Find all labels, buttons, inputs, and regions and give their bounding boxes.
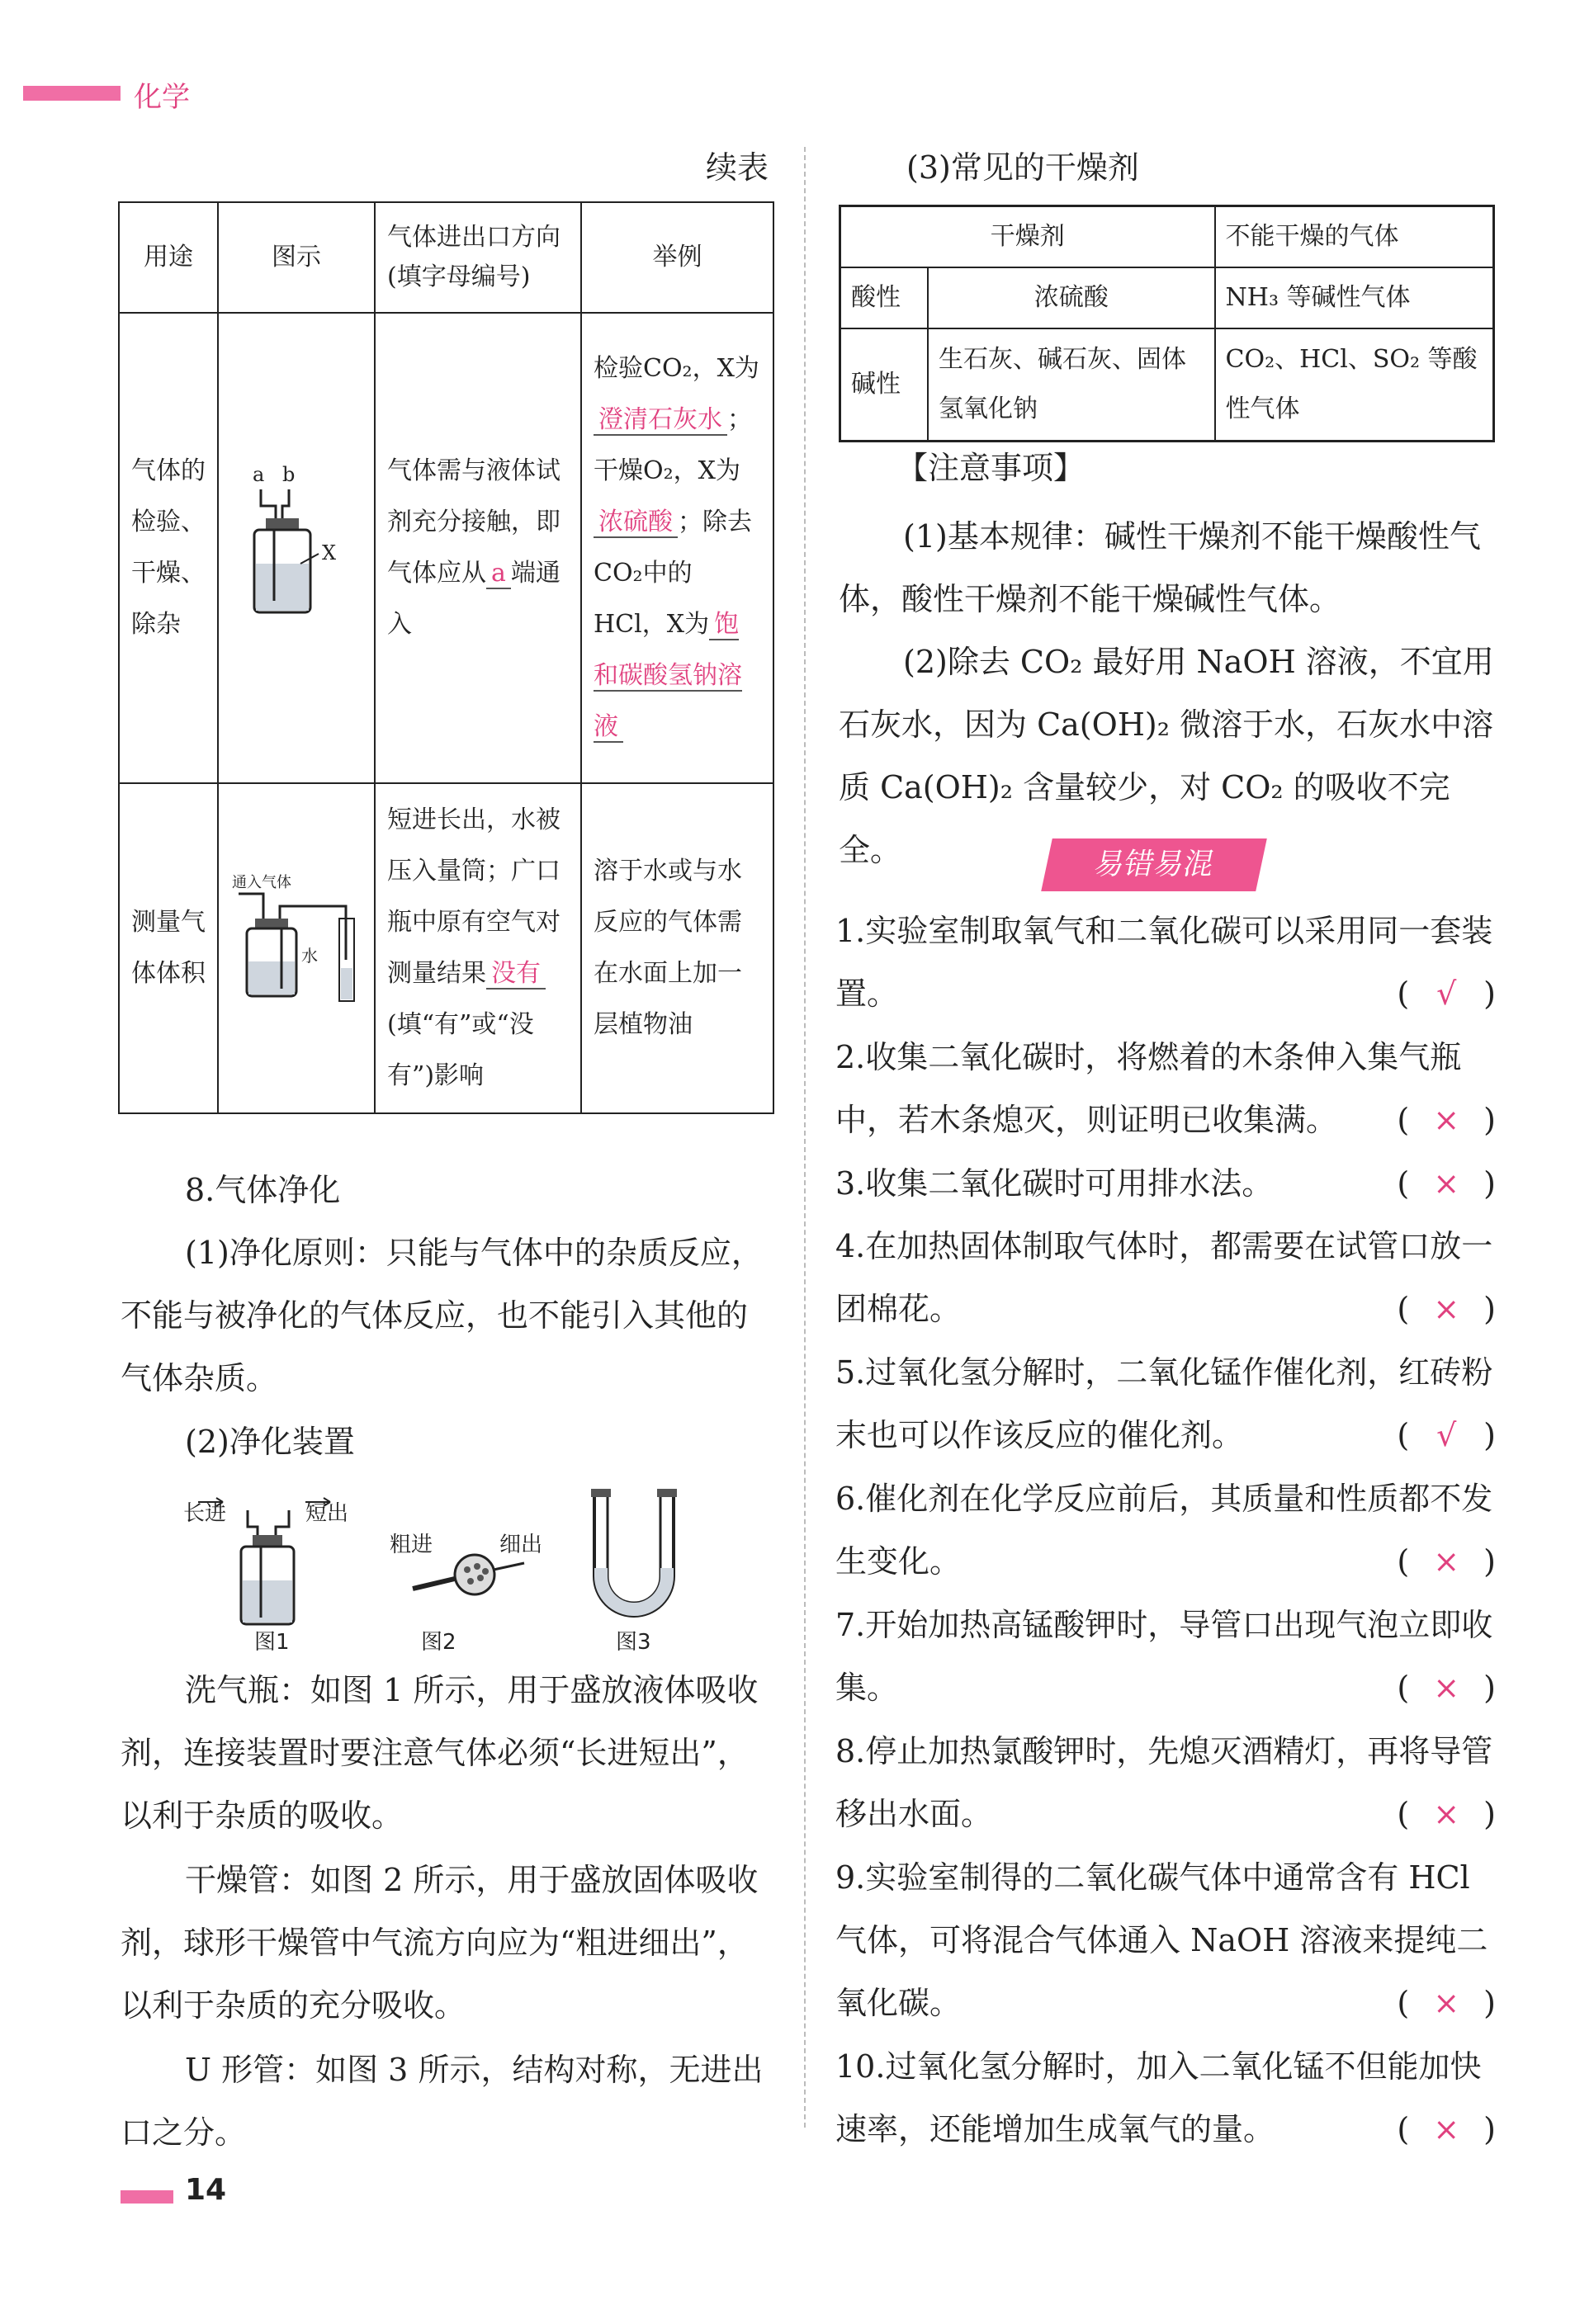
- fig1-caption: 图1: [254, 1630, 290, 1651]
- note-1: (1)基本规律：碱性干燥剂不能干燥酸性气体，酸性干燥剂不能干燥碱性气体。: [839, 518, 1481, 617]
- row1-figure: [218, 313, 375, 783]
- purification-devices-figure: [173, 1477, 784, 1651]
- gas-bottle-table: [118, 201, 774, 1114]
- purify-principle: (1)净化原则：只能与气体中的杂质反应，不能与被净化的气体反应，也不能引入其他的气体杂质。: [121, 1235, 763, 1396]
- list-item: 6.催化剂在化学反应前后，其质量和性质都不发生变化。 ( × ): [835, 1467, 1496, 1593]
- dt-header-agent: 干燥剂: [840, 206, 1215, 268]
- section-8-title: 8.气体净化: [185, 1172, 341, 1208]
- label-a: a: [253, 463, 265, 486]
- answer-none: 没有: [486, 959, 546, 990]
- fig1-out-label: 短出: [305, 1501, 349, 1526]
- header-accent-bar: [23, 86, 121, 101]
- list-item: 3.收集二氧化碳时可用排水法。 ( × ): [835, 1152, 1496, 1215]
- row2-use: 测量气体体积: [119, 783, 218, 1113]
- subject-title: 化学: [134, 81, 190, 114]
- th-direction: 气体进出口方向(填字母编号): [375, 202, 581, 313]
- cross-mark-icon: ×: [1433, 1796, 1460, 1832]
- row1-direction: 气体需与液体试剂充分接触，即气体应从 a 端通入: [375, 313, 581, 783]
- list-item: 10.过氧化氢分解时，加入二氧化锰不但能加快速率，还能增加生成氧气的量。 ( × ): [835, 2035, 1496, 2161]
- row2-direction: 短进长出，水被压入量筒；广口瓶中原有空气对测量结果 没有(填“有”或“没有”)影响: [375, 783, 581, 1113]
- figure-2-drying-tube: [390, 1533, 542, 1651]
- dt-acid-agent: 浓硫酸: [928, 267, 1215, 328]
- label-x: X: [322, 541, 337, 564]
- cross-mark-icon: ×: [1433, 1670, 1460, 1706]
- dt-base-gases: CO₂、HCl、SO₂ 等酸性气体: [1215, 328, 1494, 441]
- list-item: 9.实验室制得的二氧化碳气体中通常含有 HCl 气体，可将混合气体通入 NaOH 溶液来提纯二氧化碳。 ( × ): [835, 1846, 1496, 2034]
- fig2-caption: 图2: [421, 1630, 456, 1651]
- fig2-in-label: 粗进: [390, 1533, 433, 1557]
- dt-base-agent: 生石灰、碱石灰、固体氢氧化钠: [928, 328, 1215, 441]
- dt-acid-label: 酸性: [840, 267, 929, 328]
- list-item: 7.开始加热高锰酸钾时，导管口出现气泡立即收集。 ( × ): [835, 1594, 1496, 1719]
- cross-mark-icon: ×: [1433, 1165, 1460, 1202]
- answer-sulfuric-acid: 浓硫酸: [594, 508, 678, 538]
- row1-example: 检验CO₂，X为澄清石灰水 ；干燥O₂，X为浓硫酸 ；除去CO₂中的HCl，X为 饱和碳酸氢钠溶液: [581, 313, 773, 783]
- cross-mark-icon: ×: [1433, 2111, 1460, 2147]
- list-item: 2.收集二氧化碳时，将燃着的木条伸入集气瓶中，若木条熄灭，则证明已收集满。 ( × ): [835, 1026, 1496, 1151]
- th-figure: 图示: [218, 202, 375, 313]
- volume-measure-apparatus-icon: [230, 869, 362, 1009]
- row1-use: 气体的检验、干燥、除杂: [119, 313, 218, 783]
- drying-agents-table: [839, 205, 1495, 442]
- gas-washing-bottle-icon: [243, 456, 350, 621]
- row2-example: 溶于水或与水反应的气体需在水面上加一层植物油: [581, 783, 773, 1113]
- answer-nahco3: 饱和碳酸氢钠溶液: [594, 610, 742, 741]
- purify-device-title: (2)净化装置: [185, 1424, 355, 1460]
- fig2-out-label: 细出: [499, 1533, 543, 1557]
- list-item: 1.实验室制取氧气和二氧化碳可以采用同一套装置。 ( √ ): [835, 900, 1496, 1025]
- u-tube-desc: U 形管：如图 3 所示，结构对称，无进出口之分。: [121, 2052, 764, 2151]
- drying-tube-desc: 干燥管：如图 2 所示，用于盛放固体吸收剂，球形干燥管中气流方向应为“粗进细出”，以利于杂质的充分吸收。: [121, 1862, 759, 2024]
- answer-limewater: 澄清石灰水: [594, 405, 727, 436]
- figure-3-u-tube: [591, 1489, 677, 1651]
- row2-figure: [218, 783, 375, 1113]
- fig1-in-label: 长进: [183, 1501, 227, 1526]
- label-water: 水: [301, 946, 318, 966]
- list-item: 5.过氧化氢分解时，二氧化锰作催化剂，红砖粉末也可以作该反应的催化剂。 ( √ ): [835, 1341, 1496, 1467]
- easy-mistakes-badge: 易错易混: [1041, 838, 1267, 891]
- dt-base-label: 碱性: [840, 328, 929, 441]
- drying-agents-title: (3)常见的干燥剂: [906, 149, 1139, 186]
- notes-title: 【注意事项】: [896, 450, 1086, 486]
- check-mark-icon: √: [1436, 1417, 1457, 1453]
- check-mark-icon: √: [1436, 975, 1457, 1012]
- dt-header-cannot-dry: 不能干燥的气体: [1215, 206, 1494, 268]
- note-2: (2)除去 CO₂ 最好用 NaOH 溶液，不宜用石灰水，因为 Ca(OH)₂ 微溶于水，石灰水中溶质 Ca(OH)₂ 含量较少，对 CO₂ 的吸收不完全。: [839, 644, 1494, 868]
- th-use: 用途: [119, 202, 218, 313]
- wash-bottle-desc: 洗气瓶：如图 1 所示，用于盛放液体吸收剂，连接装置时要注意气体必须“长进短出”，以利于杂质的吸收。: [121, 1672, 759, 1834]
- label-gas-in: 通入气体: [232, 874, 291, 891]
- cross-mark-icon: ×: [1433, 1291, 1460, 1327]
- answer-a: a: [486, 559, 511, 589]
- footer-accent-bar: [121, 2190, 173, 2204]
- label-b: b: [282, 463, 296, 486]
- continue-label: 续表: [706, 149, 769, 186]
- cross-mark-icon: ×: [1433, 1543, 1460, 1580]
- list-item: 8.停止加热氯酸钾时，先熄灭酒精灯，再将导管移出水面。 ( × ): [835, 1720, 1496, 1845]
- column-divider: [804, 147, 806, 2128]
- dt-acid-gases: NH₃ 等碱性气体: [1215, 267, 1494, 328]
- th-example: 举例: [581, 202, 773, 313]
- cross-mark-icon: ×: [1433, 1102, 1460, 1138]
- list-item: 4.在加热固体制取气体时，都需要在试管口放一团棉花。 ( × ): [835, 1215, 1496, 1340]
- cross-mark-icon: ×: [1433, 1985, 1460, 2021]
- figure-1-wash-bottle: [183, 1498, 348, 1651]
- fig3-caption: 图3: [616, 1630, 651, 1651]
- page-number: 14: [185, 2173, 227, 2207]
